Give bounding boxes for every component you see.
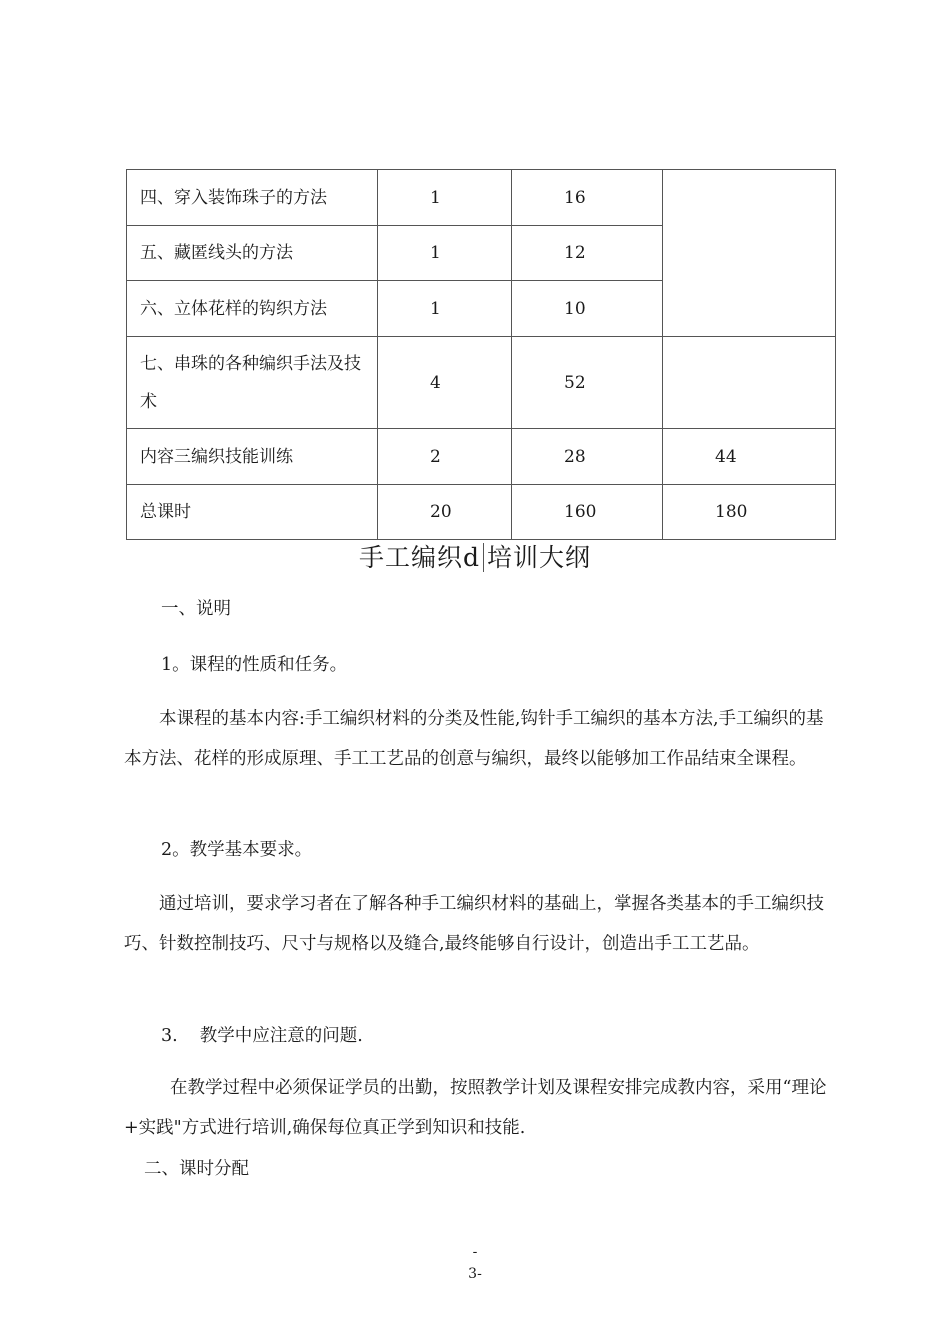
table-cell: 20 xyxy=(378,485,512,540)
hours-table xyxy=(126,169,836,540)
table-row xyxy=(127,429,836,485)
table-cell: 12 xyxy=(512,226,663,281)
table-cell xyxy=(663,337,836,429)
table-cell: 2 xyxy=(378,429,512,485)
table-row xyxy=(127,485,836,540)
document-title-left: 手工编织d xyxy=(358,543,480,572)
list-item-text: 教学中应注意的问题. xyxy=(199,1026,363,1046)
document-title xyxy=(0,538,950,574)
table-cell: 五、藏匿线头的方法 xyxy=(127,226,378,281)
table-cell: 28 xyxy=(512,429,663,485)
table-cell: 七、串珠的各种编织手法及技术 xyxy=(127,337,378,429)
list-item xyxy=(161,1016,363,1056)
footer-dash: - xyxy=(472,1244,478,1260)
table-cell: 16 xyxy=(512,170,663,226)
table-cell: 44 xyxy=(663,429,836,485)
table-cell: 1 xyxy=(378,226,512,281)
table-cell: 4 xyxy=(378,337,512,429)
table-cell: 10 xyxy=(512,281,663,337)
list-item: 1。课程的性质和任务。 xyxy=(161,655,348,675)
section-heading: 二、课时分配 xyxy=(144,1159,249,1179)
paragraph: 通过培训，要求学习者在了解各种手工编织材料的基础上，掌握各类基本的手工编织技巧、针数控制技巧、尺寸与规格以及缝合,最终能够自行设计，创造出手工工艺品。 xyxy=(124,894,824,954)
table-cell: 六、立体花样的钩织方法 xyxy=(127,281,378,337)
table-row xyxy=(127,337,836,429)
paragraph: 本课程的基本内容:手工编织材料的分类及性能,钩针手工编织的基本方法,手工编织的基本方法、花样的形成原理、手工工艺品的创意与编织，最终以能够加工作品结束全课程。 xyxy=(124,709,824,769)
title-cursor-mark xyxy=(483,543,484,572)
table-cell: 160 xyxy=(512,485,663,540)
page-number: 3- xyxy=(468,1266,482,1282)
table-cell: 总课时 xyxy=(127,485,378,540)
paragraph: 在教学过程中必须保证学员的出勤，按照教学计划及课程安排完成教内容，采用“理论+实践"方式进行培训,确保每位真正学到知识和技能. xyxy=(124,1078,827,1138)
list-item: 2。教学基本要求。 xyxy=(161,840,313,860)
table-cell: 1 xyxy=(378,170,512,226)
table-cell: 四、穿入装饰珠子的方法 xyxy=(127,170,378,226)
table-cell: 180 xyxy=(663,485,836,540)
section-heading: 一、说明 xyxy=(161,599,231,619)
table-cell-merged xyxy=(663,170,836,337)
table-cell: 1 xyxy=(378,281,512,337)
table-row xyxy=(127,170,836,226)
document-title-right: 培训大纲 xyxy=(487,543,592,572)
table-cell: 内容三编织技能训练 xyxy=(127,429,378,485)
table-cell: 52 xyxy=(512,337,663,429)
list-item-number: 3. xyxy=(161,1026,178,1046)
